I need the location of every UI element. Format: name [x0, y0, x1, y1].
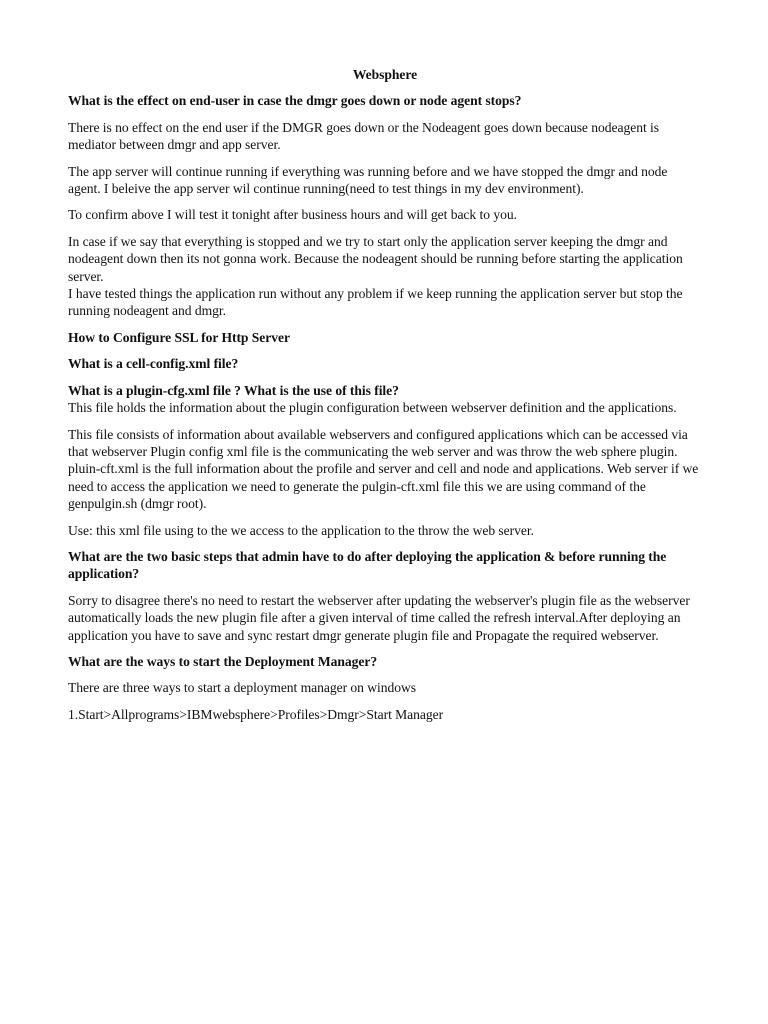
answer-paragraph-2: The app server will continue running if everything was running before and we have stopped the dmgr and node agent. I beleive the app server wil continue running(need to test things in my dev environment). — [68, 163, 668, 197]
answer-paragraph-4: In case if we say that everything is stopped and we try to start only the application server keeping the dmgr and nodeagent down then its not gonna work. Because the nodeagent should be running before starting the application server. — [68, 233, 683, 284]
answer-paragraph-11: 1.Start>Allprograms>IBMwebsphere>Profiles>Dmgr>Start Manager — [68, 706, 444, 722]
answer-paragraph-8: Use: this xml file using to the we access to the application to the throw the web server. — [68, 522, 534, 538]
answer-paragraph-1: There is no effect on the end user if the DMGR goes down or the Nodeagent goes down because nodeagent is mediator between dmgr and app server. — [68, 119, 659, 153]
answer-paragraph-6: This file holds the information about the plugin configuration between webserver definition and the applications. — [68, 400, 677, 416]
answer-paragraph-9: Sorry to disagree there's no need to restart the webserver after updating the webserver's plugin file as the webserver automatically loads the new plugin file after a given interval of time called the refresh interval.After deploying an application you have to save and sync restart dmgr generate plugin file and Propagate the required webserver. — [68, 592, 690, 643]
question-plugin-cfg: What is a plugin-cfg.xml file ? What is the use of this file? — [68, 382, 399, 398]
question-ssl-config: How to Configure SSL for Http Server — [68, 329, 290, 345]
question-cell-config: What is a cell-config.xml file? — [68, 356, 239, 372]
answer-paragraph-10: There are three ways to start a deployment manager on windows — [68, 680, 416, 696]
document-title: Websphere — [352, 67, 418, 82]
question-two-basic-steps: What are the two basic steps that admin have to do after deploying the application & before running the application? — [68, 548, 667, 582]
question-dmgr-effect: What is the effect on end-user in case the dmgr goes down or node agent stops? — [68, 93, 522, 109]
answer-paragraph-5: I have tested things the application run without any problem if we keep running the application server but stop the running nodeagent and dmgr. — [68, 286, 683, 319]
answer-paragraph-3: To confirm above I will test it tonight after business hours and will get back to you. — [68, 207, 517, 223]
document-page — [68, 66, 700, 732]
answer-paragraph-7: This file consists of information about available webservers and configured applications which can be accessed via that webserver Plugin config xml file is the communicating the web server and was throw the web sphere plugin. pluin-cft.xml is the full information about the profile and server and cell and node and applications. Web server if we need to access the application we need to generate the pulgin-cft.xml file this we are using command of the genpulgin.sh (dmgr root). — [68, 426, 699, 512]
question-start-dmgr: What are the ways to start the Deployment Manager? — [68, 653, 378, 669]
